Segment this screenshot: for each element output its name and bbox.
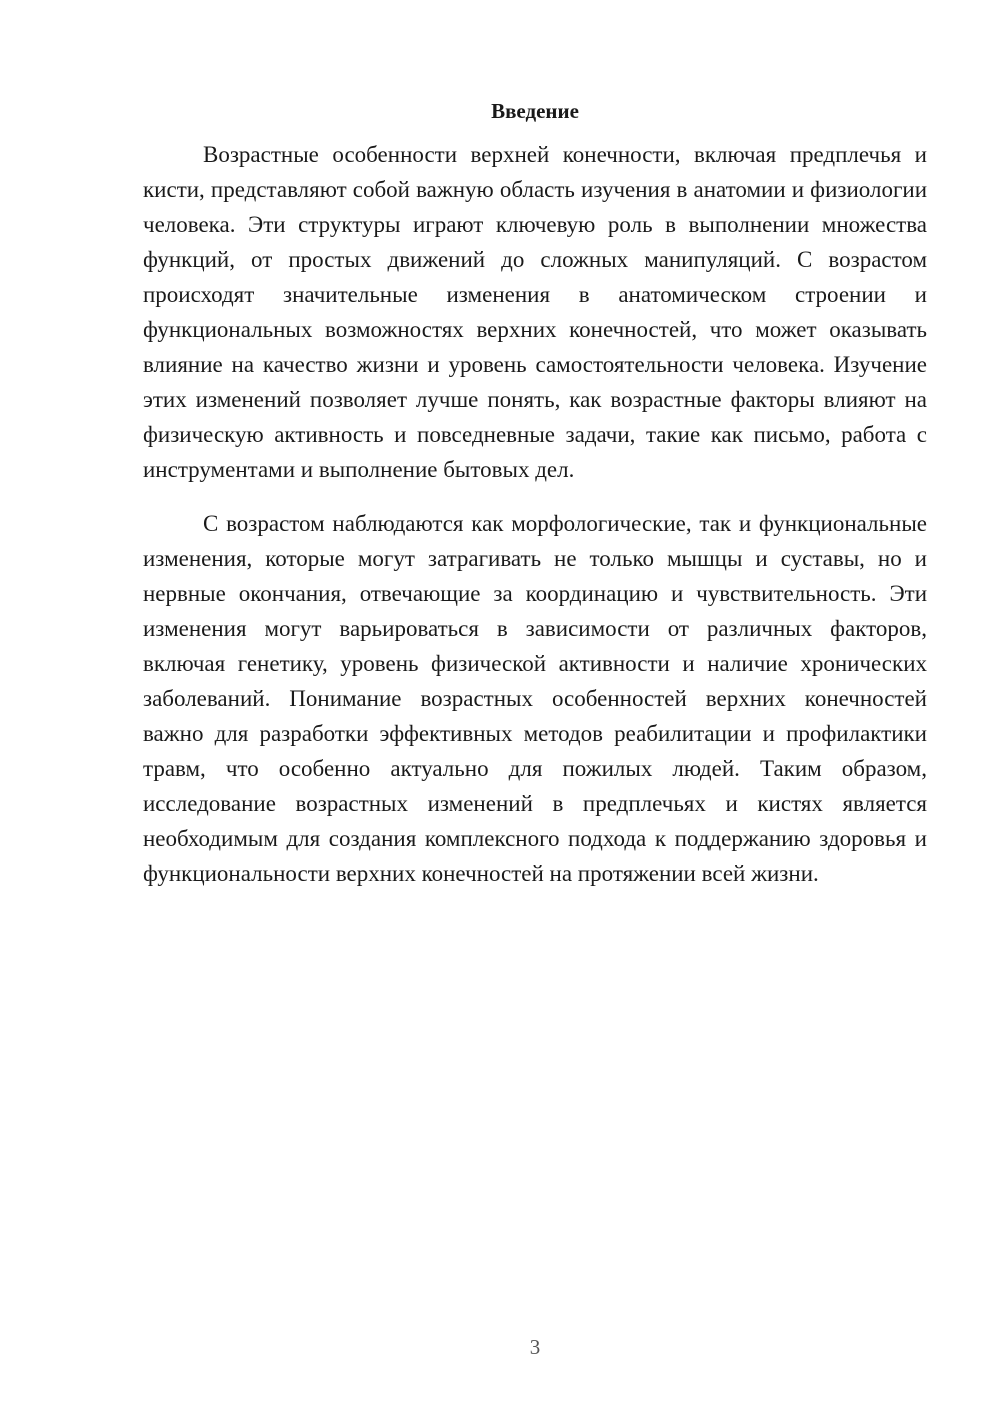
paragraph-age-changes: С возрастом наблюдаются как морфологические, так и функциональные изменения, которые могут затрагивать не только мышцы и суставы, но и нервные окончания, отвечающие за координацию и чувствительность. Эти изменения могут варьироваться в зависимости от различных факторов, включая генетику, уровень физической активности и наличие хронических заболеваний. Понимание возрастных особенностей верхних конечностей важно для разработки эффективных методов реабилитации и профилактики травм, что особенно актуально для пожилых людей. Таким образом, исследование возрастных изменений в предплечьях и кистях является необходимым для создания комплексного подхода к поддержанию здоровья и функциональности верхних конечностей на протяжении всей жизни. — [143, 511, 927, 886]
page-number: 3 — [529, 1335, 541, 1359]
page-title: Введение — [491, 99, 579, 123]
paragraph-intro: Возрастные особенности верхней конечности, включая предплечья и кисти, представляют собой важную область изучения в анатомии и физиологии человека. Эти структуры играют ключевую роль в выполнении множества функций, от простых движений до сложных манипуляций. С возрастом происходят значительные изменения в анатомическом строении и функциональных возможностях верхних конечностей, что может оказывать влияние на качество жизни и уровень самостоятельности человека. Изучение этих изменений позволяет лучше понять, как возрастные факторы влияют на физическую активность и повседневные задачи, такие как письмо, работа с инструментами и выполнение бытовых дел. — [143, 142, 927, 482]
page-content — [143, 97, 927, 891]
